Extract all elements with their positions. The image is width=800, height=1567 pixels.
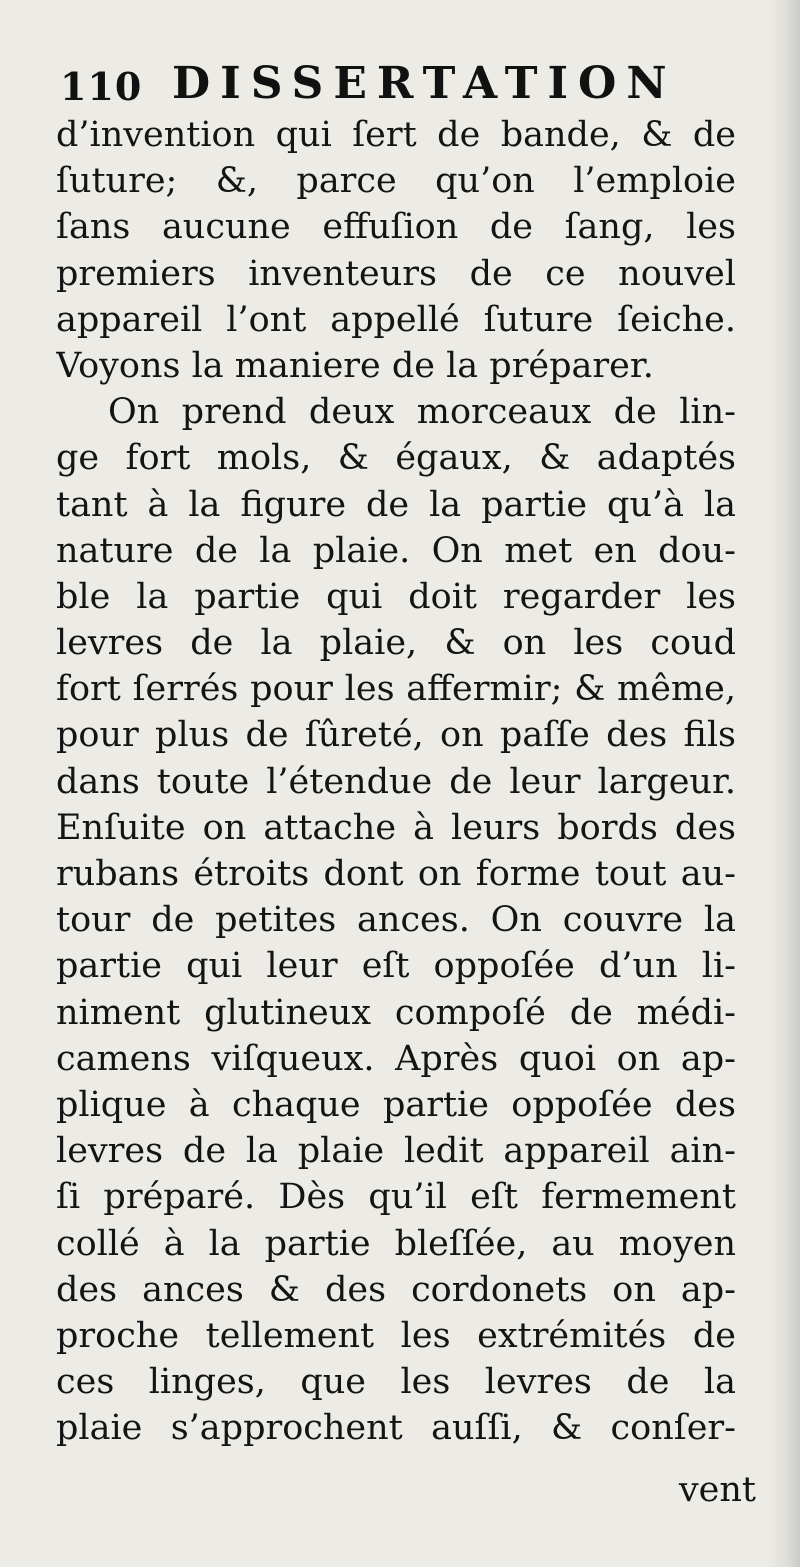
text-line: nature de la plaie. On met en dou- (56, 530, 736, 571)
page-number: 110 (60, 64, 143, 109)
text-line: d’invention qui ſert de bande, & de (56, 115, 736, 155)
text-line: proche tellement les extrémités de (56, 1315, 736, 1356)
text-line: ſuture; &, parce qu’on l’emploie (56, 161, 736, 202)
text-line: fort ſerrés pour les affermir; & même, (56, 669, 736, 710)
text-line: ge fort mols, & égaux, & adaptés (56, 438, 736, 479)
text-line: premiers inventeurs de ce nouvel (56, 253, 736, 294)
text-line: rubans étroits dont on forme tout au- (56, 854, 736, 894)
text-line: pour plus de ſûreté, on paſſe des fils (56, 715, 736, 756)
running-head: DISSERTATION (172, 58, 677, 109)
text-line: ſans aucune effuſion de ſang, les (56, 207, 736, 248)
text-line: tour de petites ances. On couvre la (56, 900, 736, 941)
body-text (56, 112, 736, 1451)
text-line: plique à chaque partie oppoſée des (56, 1084, 736, 1125)
text-line: levres de la plaie, & on les coud (56, 623, 736, 664)
text-line: Enſuite on attache à leurs bords des (56, 807, 736, 848)
text-line: On prend deux morceaux de lin- (108, 392, 736, 433)
text-line: camens viſqueux. Après quoi on ap- (56, 1038, 736, 1079)
text-line: ble la partie qui doit regarder les (56, 576, 736, 617)
text-line: collé à la partie bleſſée, au moyen (56, 1223, 736, 1264)
text-line: dans toute l’étendue de leur largeur. (56, 761, 736, 802)
text-line: partie qui leur eſt oppoſée d’un li- (56, 946, 736, 987)
paragraph (56, 389, 736, 1451)
text-line: ces linges, que les levres de la (56, 1362, 736, 1403)
text-line: plaie s’approchent auſſi, & conſer- (56, 1408, 736, 1449)
text-line: niment glutineux compoſé de médi- (56, 992, 736, 1033)
text-line: des ances & des cordonets on ap- (56, 1269, 736, 1310)
catchword: vent (678, 1470, 756, 1510)
text-line: levres de la plaie ledit appareil ain- (56, 1131, 736, 1172)
text-line: tant à la figure de la partie qu’à la (56, 484, 736, 525)
text-line: ſi préparé. Dès qu’il eſt fermement (56, 1177, 736, 1218)
text-line: appareil l’ont appellé ſuture ſeiche. (56, 299, 736, 340)
text-line: Voyons la maniere de la préparer. (56, 345, 654, 386)
paragraph (56, 112, 736, 389)
page-header (60, 58, 677, 114)
